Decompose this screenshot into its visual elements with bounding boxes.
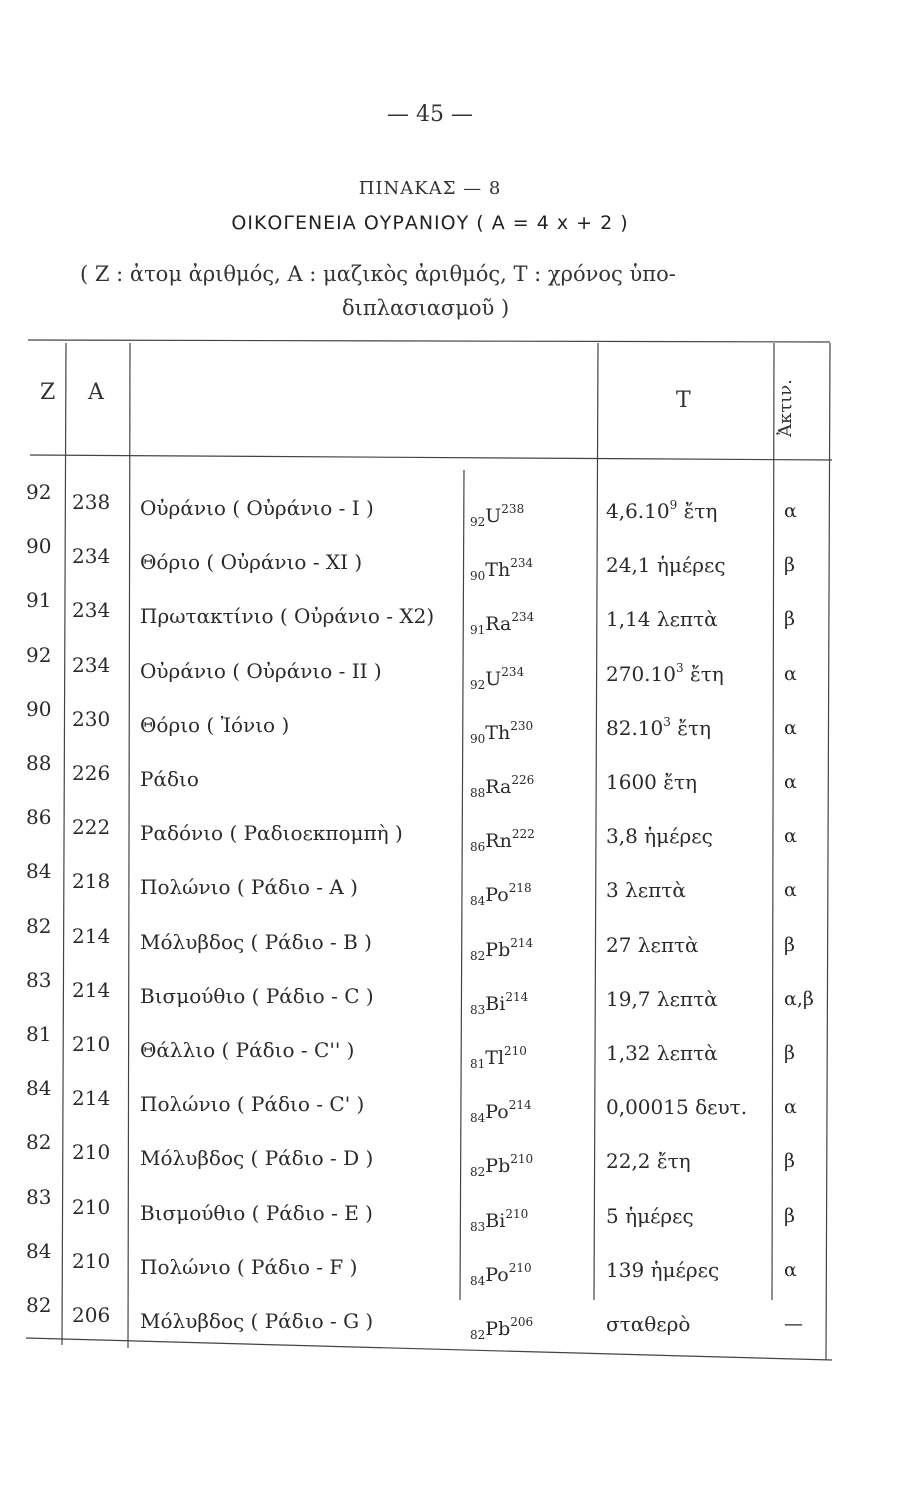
column-header-t: T <box>676 388 691 413</box>
nuclide-symbol <box>470 936 533 963</box>
radiation-type: α <box>784 771 797 793</box>
element-name: Πολώνιο ( Ράδιο - F ) <box>140 1254 358 1279</box>
symbol-element: Bi <box>485 992 506 1015</box>
table-row <box>0 588 918 654</box>
half-life <box>606 661 724 686</box>
symbol-z: 84 <box>470 1111 486 1126</box>
symbol-a: 210 <box>504 1044 527 1058</box>
atomic-number: 81 <box>26 1022 52 1046</box>
nuclide-symbol <box>470 1207 528 1234</box>
half-life <box>606 1148 691 1173</box>
radiation-type: β <box>784 933 795 956</box>
atomic-number: 84 <box>26 859 52 884</box>
table-row <box>0 1076 918 1142</box>
symbol-z: 90 <box>470 731 486 746</box>
element-name: Ράδιο <box>140 767 199 791</box>
table-row <box>0 751 918 817</box>
radiation-type: β <box>784 1204 795 1227</box>
half-life-unit: ἔτη <box>683 661 724 686</box>
nuclide-symbol <box>470 719 533 746</box>
symbol-z: 88 <box>470 786 486 800</box>
table-row <box>0 805 918 871</box>
legend-line-1: ( Z : ἀτομ ἀριθμός, Α : μαζικὸς ἀριθμός, Τ : χρόνος ὑπο- <box>80 262 676 286</box>
radiation-type: α <box>784 825 797 848</box>
symbol-a: 234 <box>511 610 535 625</box>
table-row <box>0 1022 918 1088</box>
mass-number: 230 <box>72 706 111 731</box>
radiation-type: α,β <box>784 987 814 1010</box>
mass-number: 214 <box>72 977 111 1002</box>
half-life <box>606 1257 719 1282</box>
half-life-value: 27 λεπτὰ <box>606 932 699 957</box>
symbol-z: 82 <box>470 1165 486 1180</box>
symbol-a: 214 <box>510 935 534 950</box>
element-name: Πολώνιο ( Ράδιο - C' ) <box>140 1092 365 1117</box>
atomic-number: 82 <box>26 1293 52 1317</box>
element-name: Μόλυβδος ( Ράδιο - D ) <box>140 1146 374 1171</box>
half-life <box>606 986 718 1011</box>
radiation-type: — <box>784 1313 803 1335</box>
half-life-value: σταθερὸ <box>606 1312 691 1336</box>
symbol-z: 90 <box>470 569 486 584</box>
element-name: Θόριο ( Ἰόνιο ) <box>140 712 290 737</box>
element-name: Ραδόνιο ( Ραδιοεκπομπὴ ) <box>140 821 403 846</box>
nuclide-symbol <box>470 665 524 692</box>
symbol-z: 84 <box>470 1273 486 1288</box>
atomic-number: 90 <box>26 534 52 559</box>
symbol-a: 218 <box>508 881 532 896</box>
atomic-number: 86 <box>26 805 52 830</box>
table-row <box>0 859 918 925</box>
half-life-unit: ἔτη <box>677 499 718 523</box>
half-life <box>606 823 713 848</box>
half-life <box>606 606 718 631</box>
atomic-number: 84 <box>26 1076 52 1101</box>
half-life-value: 3 λεπτὰ <box>606 878 686 903</box>
nuclide-symbol <box>470 610 534 637</box>
symbol-a: 238 <box>501 502 525 516</box>
symbol-element: Pb <box>485 938 511 961</box>
half-life <box>606 769 697 794</box>
radiation-type: β <box>784 1042 795 1064</box>
atomic-number: 83 <box>26 967 52 992</box>
column-header-a: A <box>88 380 104 405</box>
column-header-z: Z <box>40 380 56 405</box>
nuclide-symbol <box>470 1152 533 1179</box>
symbol-element: U <box>485 667 502 690</box>
table-title: ΟΙΚΟΓΕΝΕΙΑ ΟΥΡΑΝΙΟΥ ( Α = 4 x + 2 ) <box>231 212 629 234</box>
radiation-type: α <box>784 716 797 739</box>
table-row <box>0 642 918 709</box>
table-row <box>0 1293 918 1359</box>
symbol-element: Rn <box>485 830 512 853</box>
half-life <box>606 1040 718 1065</box>
symbol-element: U <box>485 505 502 527</box>
radiation-type: β <box>784 1150 795 1173</box>
symbol-element: Bi <box>485 1209 506 1232</box>
element-name: Μόλυβδος ( Ράδιο - B ) <box>140 929 372 954</box>
symbol-z: 83 <box>470 1219 486 1234</box>
half-life-unit: ἔτη <box>670 715 712 740</box>
symbol-z: 83 <box>470 1002 486 1017</box>
symbol-a: 210 <box>508 1260 532 1275</box>
radiation-type: β <box>784 608 795 631</box>
atomic-number: 92 <box>26 480 52 504</box>
mass-number: 234 <box>72 544 111 569</box>
radiation-type: β <box>784 554 795 577</box>
atomic-number: 82 <box>26 1130 52 1155</box>
half-life-value: 82.10 <box>606 715 664 740</box>
symbol-a: 234 <box>501 664 525 679</box>
symbol-z: 92 <box>470 677 486 692</box>
symbol-z: 82 <box>470 1328 486 1342</box>
nuclide-symbol <box>470 1315 533 1342</box>
table-row <box>0 1184 918 1251</box>
mass-number: 210 <box>72 1248 111 1273</box>
table-row <box>0 967 918 1034</box>
symbol-a: 214 <box>508 1098 532 1113</box>
mass-number: 238 <box>72 490 111 514</box>
symbol-a: 210 <box>510 1152 534 1167</box>
nuclide-symbol <box>470 502 524 529</box>
half-life-value: 139 ἡμέρες <box>606 1257 720 1282</box>
mass-number: 234 <box>72 652 111 677</box>
half-life-exponent: 3 <box>675 660 684 675</box>
atomic-number: 83 <box>26 1184 52 1209</box>
atomic-number: 92 <box>26 642 52 667</box>
symbol-a: 206 <box>510 1315 534 1329</box>
half-life <box>606 1094 747 1119</box>
symbol-z: 84 <box>470 894 486 909</box>
mass-number: 206 <box>72 1303 111 1327</box>
half-life <box>606 1311 690 1336</box>
element-name: Πρωτακτίνιο ( Οὐράνιο - X2) <box>140 604 435 629</box>
symbol-element: Po <box>485 1101 509 1124</box>
symbol-a: 234 <box>510 556 534 571</box>
column-header-radiation: Ἀκτιν. <box>775 379 796 437</box>
radiation-type: α <box>784 500 797 522</box>
mass-number: 222 <box>72 815 111 840</box>
symbol-element: Ra <box>485 776 512 798</box>
mass-number: 210 <box>72 1140 111 1165</box>
table-row <box>0 696 918 763</box>
element-name: Βισμούθιο ( Ράδιο - E ) <box>140 1200 373 1225</box>
half-life-exponent: 9 <box>669 498 678 512</box>
symbol-z: 86 <box>470 840 486 855</box>
symbol-element: Tl <box>485 1047 505 1069</box>
atomic-number: 90 <box>26 696 52 721</box>
table-label: ΠΙΝΑΚΑΣ — 8 <box>358 178 502 199</box>
mass-number: 214 <box>72 1086 111 1111</box>
symbol-z: 81 <box>470 1057 486 1071</box>
half-life <box>606 552 726 577</box>
mass-number: 210 <box>72 1194 111 1219</box>
mass-number: 214 <box>72 923 111 948</box>
mass-number: 218 <box>72 869 111 894</box>
nuclide-symbol <box>470 556 533 583</box>
table-row <box>0 534 918 600</box>
nuclide-symbol <box>470 881 532 908</box>
symbol-a: 222 <box>511 827 535 842</box>
table-row <box>0 913 918 980</box>
symbol-element: Pb <box>485 1318 511 1340</box>
symbol-a: 226 <box>511 773 535 787</box>
half-life-value: 1,14 λεπτὰ <box>606 607 718 632</box>
nuclide-symbol <box>470 1098 532 1125</box>
mass-number: 234 <box>72 598 111 623</box>
symbol-z: 92 <box>470 515 486 529</box>
element-name: Οὐράνιο ( Οὐράνιο - II ) <box>140 658 382 683</box>
symbol-element: Th <box>485 721 511 744</box>
element-name: Οὐράνιο ( Οὐράνιο - I ) <box>140 496 374 520</box>
half-life <box>606 932 699 957</box>
radiation-type: α <box>784 879 797 902</box>
table-row <box>0 1130 918 1196</box>
element-name: Πολώνιο ( Ράδιο - A ) <box>140 875 358 900</box>
element-name: Βισμούθιο ( Ράδιο - C ) <box>140 983 374 1008</box>
atomic-number: 82 <box>26 913 52 938</box>
half-life <box>606 498 717 523</box>
nuclide-symbol <box>470 773 534 800</box>
atomic-number: 88 <box>26 751 52 775</box>
mass-number: 210 <box>72 1032 111 1056</box>
page-number: — 45 — <box>387 102 473 127</box>
atomic-number: 84 <box>26 1238 52 1263</box>
symbol-a: 230 <box>510 718 534 733</box>
half-life-value: 3,8 ἡμέρες <box>606 824 713 849</box>
symbol-z: 82 <box>470 948 486 963</box>
half-life <box>606 877 686 902</box>
radiation-type: α <box>784 1096 797 1119</box>
mass-number: 226 <box>72 761 111 785</box>
half-life-value: 0,00015 δευτ. <box>606 1095 748 1120</box>
symbol-a: 210 <box>505 1206 529 1221</box>
half-life-value: 1,32 λεπτὰ <box>606 1041 718 1065</box>
table-row <box>0 480 918 546</box>
nuclide-symbol <box>470 990 528 1017</box>
symbol-element: Ra <box>485 613 512 636</box>
half-life <box>606 715 711 740</box>
nuclide-symbol <box>470 1261 532 1288</box>
radiation-type: α <box>784 1258 797 1281</box>
symbol-a: 214 <box>505 989 529 1004</box>
element-name: Μόλυβδος ( Ράδιο - G ) <box>140 1309 374 1333</box>
element-name: Θάλλιο ( Ράδιο - C'' ) <box>140 1038 355 1062</box>
half-life <box>606 1203 694 1228</box>
legend-line-2: διπλασιασμοῦ ) <box>342 296 510 320</box>
half-life-value: 5 ἡμέρες <box>606 1203 694 1228</box>
half-life-value: 24,1 ἡμέρες <box>606 553 726 578</box>
half-life-exponent: 3 <box>663 714 671 729</box>
half-life-value: 4,6.10 <box>606 499 670 523</box>
atomic-number: 91 <box>26 588 52 613</box>
symbol-z: 91 <box>470 623 486 638</box>
half-life-value: 1600 ἔτη <box>606 770 698 794</box>
element-name: Θόριο ( Οὐράνιο - XI ) <box>140 550 363 575</box>
radiation-type: α <box>784 662 797 685</box>
table-row <box>0 1238 918 1305</box>
nuclide-symbol <box>470 1044 527 1071</box>
symbol-element: Pb <box>485 1155 511 1178</box>
symbol-element: Po <box>485 884 509 907</box>
symbol-element: Po <box>485 1263 509 1286</box>
half-life-value: 22,2 ἔτη <box>606 1149 691 1174</box>
symbol-element: Th <box>485 559 511 582</box>
half-life-value: 270.10 <box>606 661 676 686</box>
nuclide-symbol <box>470 827 535 854</box>
half-life-value: 19,7 λεπτὰ <box>606 986 718 1011</box>
